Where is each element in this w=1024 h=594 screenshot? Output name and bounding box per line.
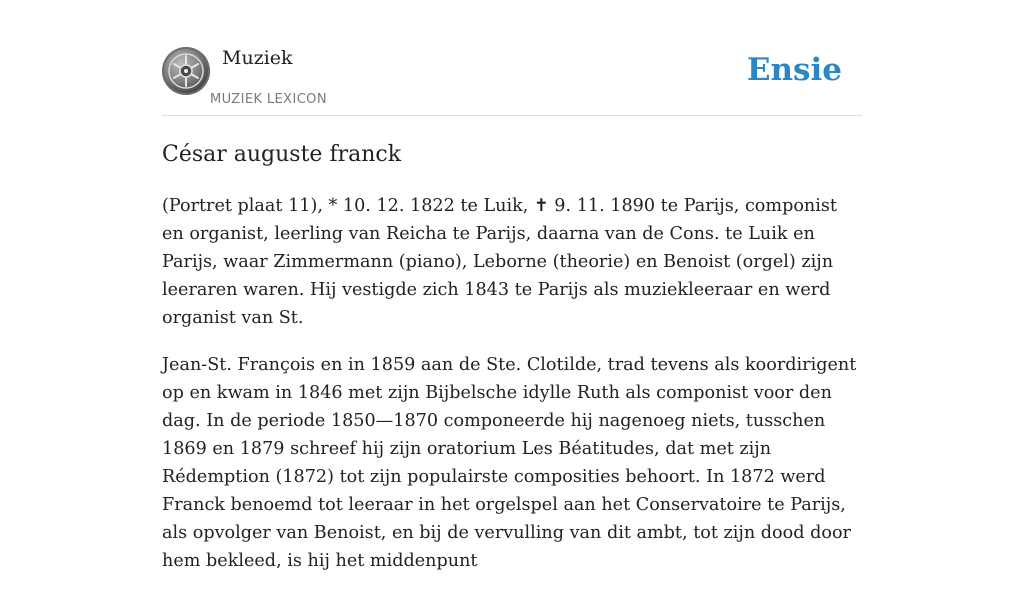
publication-name[interactable]: Muziek — [222, 47, 293, 69]
article-title: César auguste franck — [162, 142, 402, 167]
music-emblem-icon[interactable] — [162, 47, 210, 95]
article-paragraph: Jean-St. François en in 1859 aan de Ste. Clotilde, trad tevens als koordirigent op en kwam in 1846 met zijn Bijbelsche idylle Ruth als componist voor den dag. In de periode 1850—1870 componeerde hij nagenoeg niets, tusschen 1869 en 1879 schreef hij zijn oratorium Les Béatitudes, dat met zijn Rédemption (1872) tot zijn populairste composities behoort. In 1872 werd Franck benoemd tot leeraar in het orgelspel aan het Conservatoire te Parijs, als opvolger van Benoist, en bij de vervulling van dit ambt, tot zijn dood door hem bekleed, is hij het middenpunt — [162, 355, 857, 571]
header — [162, 46, 862, 116]
emblem-graphic — [162, 47, 210, 95]
article-body — [162, 192, 862, 594]
article-paragraph: (Portret plaat 11), * 10. 12. 1822 te Luik, ✝ 9. 11. 1890 te Parijs, componist en organist, leerling van Reicha te Parijs, daarna van de Cons. te Luik en Parijs, waar Zimmermann (piano), Leborne (theorie) en Benoist (orgel) zijn leeraren waren. Hij vestigde zich 1843 te Parijs als muziekleeraar en werd organist van St. — [162, 196, 837, 328]
brand-logo-link[interactable]: Ensie — [746, 52, 842, 88]
publication-subtitle[interactable]: MUZIEK LEXICON — [210, 92, 327, 107]
